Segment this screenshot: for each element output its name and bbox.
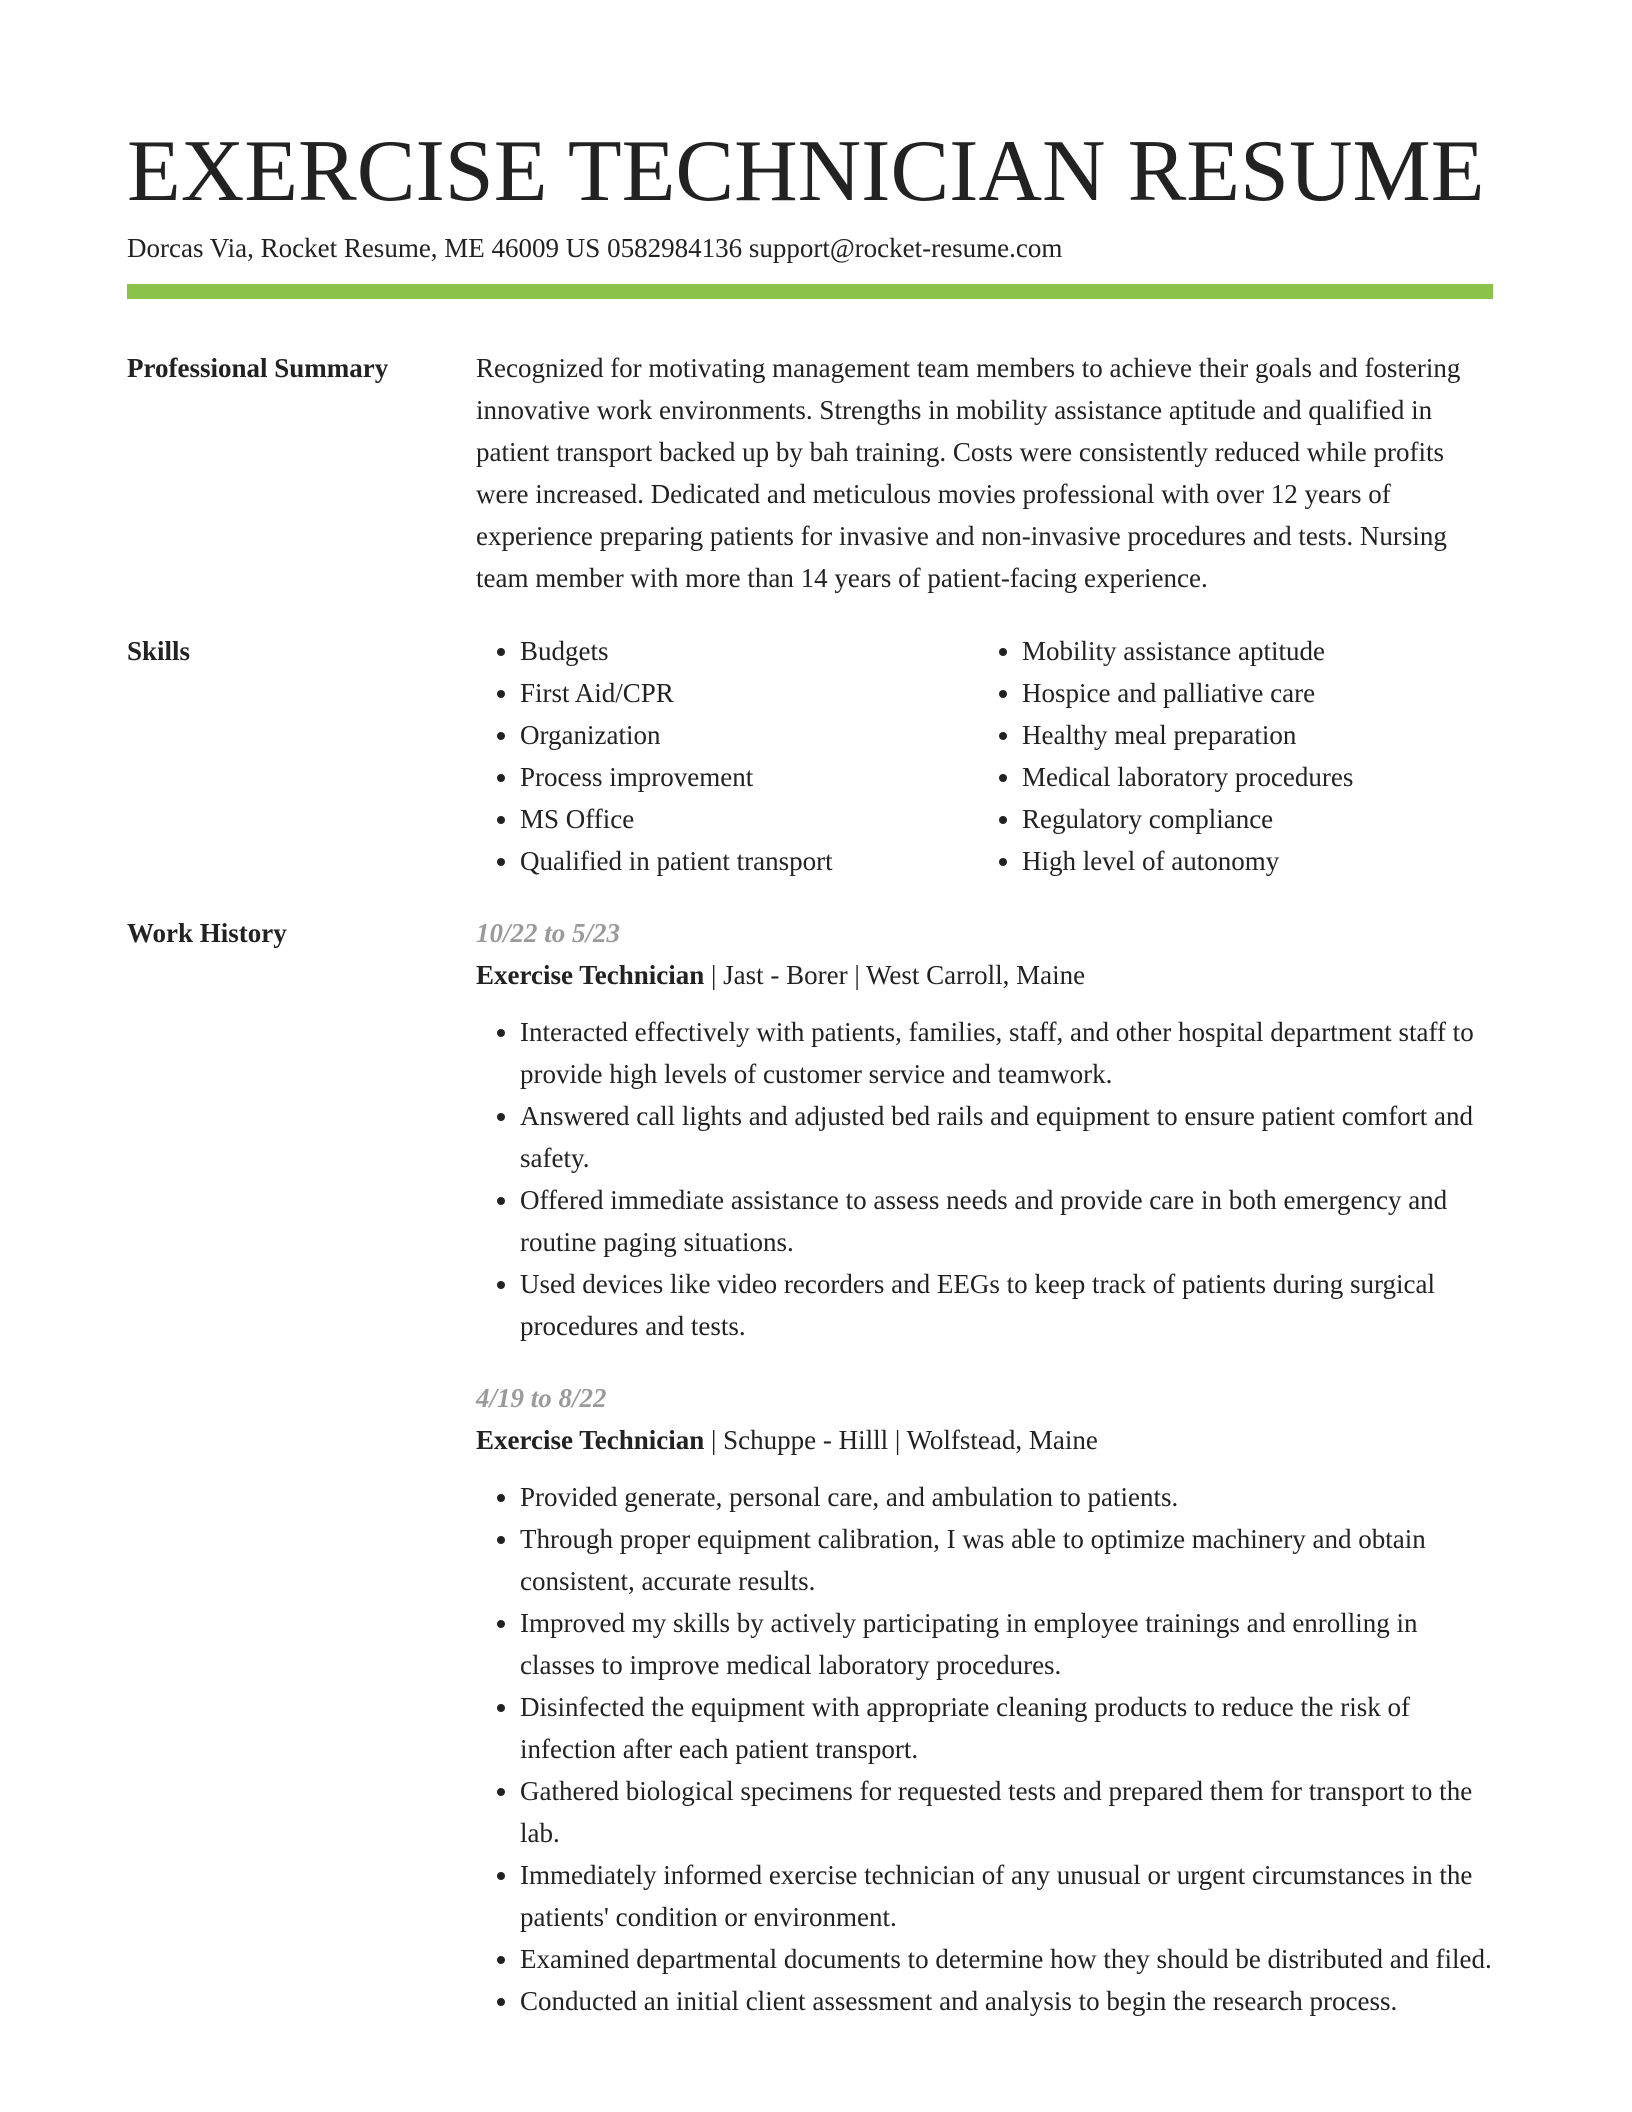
job-bullet: • Examined departmental documents to determine how they should be distributed and filed. xyxy=(520,1938,1493,1980)
summary-section xyxy=(476,347,1493,599)
skill-item: • Qualified in patient transport xyxy=(520,840,833,882)
job-bullet: • Provided generate, personal care, and ambulation to patients. xyxy=(520,1476,1493,1518)
skill-item: • Medical laboratory procedures xyxy=(1022,756,1353,798)
resume-title: EXERCISE TECHNICIAN RESUME xyxy=(127,123,1485,220)
skill-item: • High level of autonomy xyxy=(1022,840,1353,882)
job-bullet: • Gathered biological specimens for requested tests and prepared them for transport to the lab. xyxy=(520,1770,1493,1854)
job-employer-location: | Schuppe - Hilll | Wolfstead, Maine xyxy=(704,1425,1098,1455)
contact-line: Dorcas Via, Rocket Resume, ME 46009 US 0582984136 support@rocket-resume.com xyxy=(127,233,1063,263)
skill-item: • Regulatory compliance xyxy=(1022,798,1353,840)
skill-item: • MS Office xyxy=(520,798,833,840)
job-dates: 4/19 to 8/22 xyxy=(476,1383,607,1413)
skill-item: • Process improvement xyxy=(520,756,833,798)
summary-text: Recognized for motivating management team members to achieve their goals and fostering innovative work environments. Strengths in mobility assistance aptitude and qualified in patient transport backed up by bah training. Costs were consistently reduced while profits were increased. Dedicated and meticulous movies professional with over 12 years of experience preparing patients for invasive and non-invasive procedures and tests. Nursing team member with more than 14 years of patient-facing experience. xyxy=(476,353,1461,593)
skill-item: • Mobility assistance aptitude xyxy=(1022,630,1353,672)
skills-list-left xyxy=(476,630,833,882)
job-dates: 10/22 to 5/23 xyxy=(476,918,621,948)
job-header xyxy=(476,1419,1493,1461)
skills-section xyxy=(476,630,1493,882)
job-bullet: • Answered call lights and adjusted bed rails and equipment to ensure patient comfort and safety. xyxy=(520,1095,1493,1179)
job-bullet: • Interacted effectively with patients, families, staff, and other hospital department staff to provide high levels of customer service and teamwork. xyxy=(520,1011,1493,1095)
job-bullet: • Disinfected the equipment with appropriate cleaning products to reduce the risk of infection after each patient transport. xyxy=(520,1686,1493,1770)
job-entry xyxy=(476,912,1493,1347)
job-title: Exercise Technician xyxy=(476,960,705,990)
job-employer-location: | Jast - Borer | West Carroll, Maine xyxy=(704,960,1086,990)
skill-item: • Hospice and palliative care xyxy=(1022,672,1353,714)
skill-item: • Healthy meal preparation xyxy=(1022,714,1353,756)
skills-heading: Skills xyxy=(127,636,191,666)
skill-item: • Budgets xyxy=(520,630,833,672)
job-bullets xyxy=(476,1011,1493,1347)
job-bullet: • Used devices like video recorders and EEGs to keep track of patients during surgical procedures and tests. xyxy=(520,1263,1493,1347)
job-bullet: • Through proper equipment calibration, I was able to optimize machinery and obtain consistent, accurate results. xyxy=(520,1518,1493,1602)
work-history-heading: Work History xyxy=(127,918,287,948)
job-bullet: • Improved my skills by actively participating in employee trainings and enrolling in classes to improve medical laboratory procedures. xyxy=(520,1602,1493,1686)
job-bullet: • Offered immediate assistance to assess needs and provide care in both emergency and routine paging situations. xyxy=(520,1179,1493,1263)
job-entry xyxy=(476,1377,1493,2022)
skill-item: • Organization xyxy=(520,714,833,756)
job-bullets xyxy=(476,1476,1493,2022)
job-header xyxy=(476,954,1493,996)
summary-heading: Professional Summary xyxy=(127,353,389,383)
work-history-section xyxy=(476,912,1493,2062)
job-bullet: • Immediately informed exercise technician of any unusual or urgent circumstances in the patients' condition or environment. xyxy=(520,1854,1493,1938)
job-title: Exercise Technician xyxy=(476,1425,705,1455)
job-bullet: • Conducted an initial client assessment and analysis to begin the research process. xyxy=(520,1980,1493,2022)
accent-divider xyxy=(127,284,1493,299)
skills-list-right xyxy=(978,630,1353,882)
skill-item: • First Aid/CPR xyxy=(520,672,833,714)
